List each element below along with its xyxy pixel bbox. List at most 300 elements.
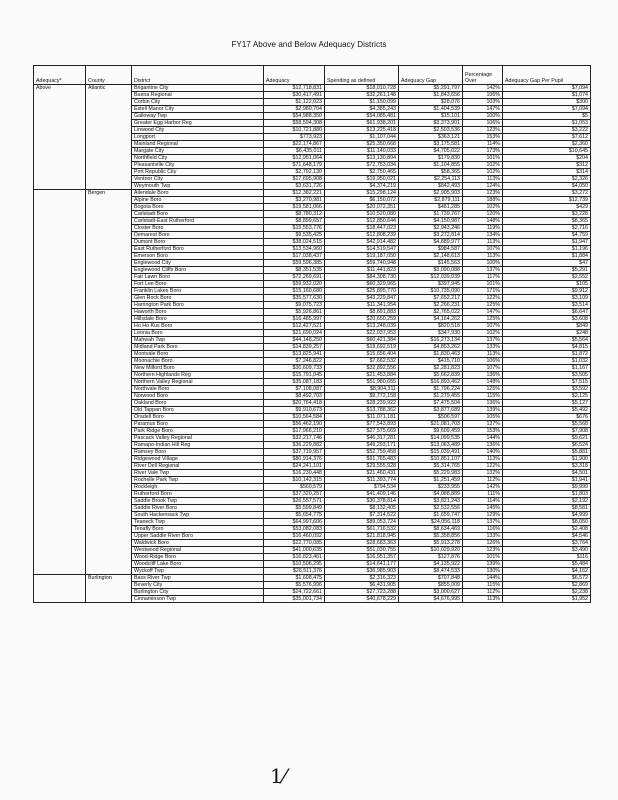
adequacy-cell: $773,923: [264, 134, 325, 141]
spending-cell: $32,892,556: [325, 365, 399, 372]
spending-cell: $9,772,158: [325, 393, 399, 400]
district-cell: Northern Highlands Reg: [132, 372, 264, 379]
county-cell: Atlantic: [86, 85, 132, 190]
gap-per-pupil-cell: $1,053: [503, 120, 591, 127]
district-cell: Bass River Twp: [132, 575, 264, 582]
adequacy-cell: $2,980,704: [264, 106, 325, 113]
gap-cell: $3,821,243: [399, 498, 463, 505]
spending-cell: $13,788,362: [325, 407, 399, 414]
gap-cell: $2,503,536: [399, 127, 463, 134]
pct-over-cell: 106%: [463, 92, 503, 99]
gap-per-pupil-cell: $4,815: [503, 344, 591, 351]
spending-cell: $51,980,655: [325, 379, 399, 386]
gap-cell: $2,765,022: [399, 309, 463, 316]
gap-cell: $2,148,613: [399, 253, 463, 260]
adequacy-cell: $15,160,680: [264, 288, 325, 295]
district-cell: River Dell Regional: [132, 463, 264, 470]
adequacy-cell: $5,926,861: [264, 309, 325, 316]
gap-cell: $10,029,920: [399, 547, 463, 554]
gap-cell: $16,893,462: [399, 379, 463, 386]
spending-cell: $49,293,171: [325, 442, 399, 449]
pct-over-cell: 136%: [463, 400, 503, 407]
spending-cell: $16,951,357: [325, 554, 399, 561]
adequacy-cell: $12,718,831: [264, 85, 325, 92]
gap-cell: $2,281,823: [399, 365, 463, 372]
gap-per-pupil-cell: $3,764: [503, 540, 591, 547]
pct-over-cell: 107%: [463, 365, 503, 372]
district-cell: Mahwah Twp: [132, 337, 264, 344]
district-cell: Pascack Valley Regional: [132, 435, 264, 442]
adequacy-cell: $41,000,635: [264, 547, 325, 554]
district-cell: Saddle Brook Twp: [132, 498, 264, 505]
gap-per-pupil-cell: $1,900: [503, 456, 591, 463]
district-cell: Pleasantville City: [132, 162, 264, 169]
adequacy-cell: $8,492,703: [264, 393, 325, 400]
adequacy-cell: $56,462,190: [264, 421, 325, 428]
adequacy-cell: $26,511,376: [264, 568, 325, 575]
gap-per-pupil-cell: $3,272: [503, 190, 591, 197]
district-cell: Woodcliff Lake Boro: [132, 561, 264, 568]
gap-per-pupil-cell: $2,125: [503, 393, 591, 400]
district-cell: Estell Manor City: [132, 106, 264, 113]
gap-per-pupil-cell: $3,608: [503, 316, 591, 323]
gap-cell: $4,164,262: [399, 316, 463, 323]
gap-cell: $984,587: [399, 246, 463, 253]
gap-per-pupil-cell: $204: [503, 155, 591, 162]
gap-cell: $10,851,107: [399, 456, 463, 463]
gap-cell: $10,735,090: [399, 288, 463, 295]
gap-cell: $8,474,533: [399, 568, 463, 575]
spending-cell: $61,938,201: [325, 120, 399, 127]
district-cell: Longport: [132, 134, 264, 141]
adequacy-cell: $1,608,475: [264, 575, 325, 582]
spending-cell: $21,818,945: [325, 533, 399, 540]
spending-cell: $28,683,363: [325, 540, 399, 547]
gap-per-pupil-cell: $6,524: [503, 442, 591, 449]
gap-cell: $1,251,459: [399, 477, 463, 484]
spending-cell: $20,650,259: [325, 316, 399, 323]
adequacy-cell: $21,690,024: [264, 330, 325, 337]
gap-cell: $1,843,656: [399, 92, 463, 99]
spending-cell: $4,385,243: [325, 106, 399, 113]
spending-cell: $11,393,774: [325, 477, 399, 484]
gap-cell: $58,365: [399, 169, 463, 176]
adequacy-cell: $59,596,385: [264, 260, 325, 267]
spending-cell: $8,904,311: [325, 386, 399, 393]
adequacy-cell: $37,719,957: [264, 449, 325, 456]
district-cell: Upper Saddle River Boro: [132, 533, 264, 540]
district-cell: Ventnor City: [132, 176, 264, 183]
adequacy-cell: $30,417,491: [264, 92, 325, 99]
pct-over-cell: 136%: [463, 442, 503, 449]
adequacy-cell: $14,839,257: [264, 344, 325, 351]
pct-over-cell: 113%: [463, 456, 503, 463]
gap-per-pupil-cell: $47: [503, 260, 591, 267]
pct-over-cell: 105%: [463, 414, 503, 421]
pct-over-cell: 137%: [463, 421, 503, 428]
gap-cell: $4,889,977: [399, 239, 463, 246]
district-cell: Moonachie Boro: [132, 358, 264, 365]
pct-over-cell: 123%: [463, 127, 503, 134]
spending-cell: $91,765,483: [325, 456, 399, 463]
gap-per-pupil-cell: $5: [503, 113, 591, 120]
gap-per-pupil-cell: $1,032: [503, 358, 591, 365]
gap-cell: $4,676,995: [399, 596, 463, 603]
gap-per-pupil-cell: $4,546: [503, 533, 591, 540]
col-header-adequacy-amount: Adequacy: [264, 66, 325, 85]
table-body: [34, 85, 591, 603]
gap-cell: $363,121: [399, 134, 463, 141]
adequacy-cell: $9,535,425: [264, 232, 325, 239]
pct-over-cell: 113%: [463, 596, 503, 603]
district-cell: Harrington Park Boro: [132, 302, 264, 309]
spending-cell: $28,239,922: [325, 400, 399, 407]
district-cell: Port Republic City: [132, 169, 264, 176]
gap-cell: $5,291,797: [399, 85, 463, 92]
district-cell: Carlstadt Boro: [132, 211, 264, 218]
adequacy-cell: $59,932,020: [264, 281, 325, 288]
district-cell: Englewood Cliffs Boro: [132, 267, 264, 274]
gap-per-pupil-cell: $7,094: [503, 85, 591, 92]
gap-cell: $842,493: [399, 183, 463, 190]
gap-per-pupil-cell: $5,492: [503, 407, 591, 414]
district-cell: Northfield City: [132, 155, 264, 162]
pct-over-cell: 111%: [463, 491, 503, 498]
pct-over-cell: 133%: [463, 533, 503, 540]
adequacy-cell: $12,951,064: [264, 155, 325, 162]
pct-over-cell: 124%: [463, 183, 503, 190]
adequacy-cell: $560,579: [264, 484, 325, 491]
adequacy-cell: $19,581,066: [264, 204, 325, 211]
gap-cell: $3,000,627: [399, 589, 463, 596]
adequacy-flag-cell: [34, 575, 86, 603]
spending-cell: $11,441,823: [325, 267, 399, 274]
pct-over-cell: 147%: [463, 309, 503, 316]
gap-per-pupil-cell: $1,884: [503, 253, 591, 260]
gap-cell: $13,063,489: [399, 442, 463, 449]
pct-over-cell: 188%: [463, 197, 503, 204]
gap-cell: $5,229,983: [399, 470, 463, 477]
pct-over-cell: 147%: [463, 106, 503, 113]
spending-cell: $794,534: [325, 484, 399, 491]
spending-cell: $13,130,894: [325, 155, 399, 162]
spending-cell: $25,895,770: [325, 288, 399, 295]
district-cell: Alpine Boro: [132, 197, 264, 204]
spending-cell: $12,850,644: [325, 218, 399, 225]
gap-cell: $5,358,856: [399, 533, 463, 540]
gap-per-pupil-cell: $9,912: [503, 288, 591, 295]
adequacy-cell: $3,631,726: [264, 183, 325, 190]
spending-cell: $11,071,181: [325, 414, 399, 421]
pct-over-cell: 145%: [463, 505, 503, 512]
spending-cell: $60,421,384: [325, 337, 399, 344]
adequacy-cell: $22,174,867: [264, 141, 325, 148]
adequacy-cell: $53,082,083: [264, 526, 325, 533]
adequacy-cell: $5,576,996: [264, 582, 325, 589]
gap-per-pupil-cell: $4,999: [503, 512, 591, 519]
gap-cell: $1,830,463: [399, 351, 463, 358]
spending-cell: $43,229,847: [325, 295, 399, 302]
district-cell: Dumont Boro: [132, 239, 264, 246]
spending-cell: $46,317,281: [325, 435, 399, 442]
spending-cell: $6,431,905: [325, 582, 399, 589]
gap-per-pupil-cell: $1,947: [503, 239, 591, 246]
gap-per-pupil-cell: $2,238: [503, 589, 591, 596]
adequacy-cell: $6,435,011: [264, 148, 325, 155]
adequacy-flag-cell: Above: [34, 85, 86, 190]
pct-over-cell: 112%: [463, 589, 503, 596]
gap-cell: $415,710: [399, 358, 463, 365]
spending-cell: $61,716,532: [325, 526, 399, 533]
district-cell: New Milford Boro: [132, 365, 264, 372]
gap-cell: $3,090,088: [399, 267, 463, 274]
adequacy-cell: $8,899,657: [264, 218, 325, 225]
adequacy-cell: $35,001,734: [264, 596, 325, 603]
district-cell: Corbin City: [132, 99, 264, 106]
adequacy-cell: $80,914,376: [264, 456, 325, 463]
adequacy-cell: $9,075,723: [264, 302, 325, 309]
district-cell: Haworth Boro: [132, 309, 264, 316]
gap-cell: $820,518: [399, 323, 463, 330]
gap-cell: $179,830: [399, 155, 463, 162]
gap-per-pupil-cell: $676: [503, 414, 591, 421]
pct-over-cell: 113%: [463, 239, 503, 246]
spending-cell: $84,308,730: [325, 274, 399, 281]
gap-per-pupil-cell: $314: [503, 169, 591, 176]
gap-per-pupil-cell: $5,564: [503, 337, 591, 344]
spending-cell: $14,641,177: [325, 561, 399, 568]
pct-over-cell: 119%: [463, 225, 503, 232]
gap-per-pupil-cell: $3,514: [503, 302, 591, 309]
adequacy-cell: $10,721,880: [264, 127, 325, 134]
gap-per-pupil-cell: $6,572: [503, 575, 591, 582]
district-cell: Greater Egg Harbor Reg: [132, 120, 264, 127]
gap-cell: $16,273,134: [399, 337, 463, 344]
gap-per-pupil-cell: $3,318: [503, 463, 591, 470]
gap-per-pupil-cell: $3,490: [503, 547, 591, 554]
district-cell: Mainland Regional: [132, 141, 264, 148]
gap-per-pupil-cell: $3,505: [503, 372, 591, 379]
gap-cell: $5,662,839: [399, 372, 463, 379]
gap-cell: $3,272,814: [399, 232, 463, 239]
gap-cell: $2,254,113: [399, 176, 463, 183]
gap-cell: $1,739,767: [399, 211, 463, 218]
gap-cell: $855,009: [399, 582, 463, 589]
pct-over-cell: 113%: [463, 176, 503, 183]
gap-cell: $506,597: [399, 414, 463, 421]
district-cell: Carlstadt-East Rutherford: [132, 218, 264, 225]
spending-cell: $2,750,465: [325, 169, 399, 176]
pct-over-cell: 102%: [463, 330, 503, 337]
pct-over-cell: 102%: [463, 162, 503, 169]
spending-cell: $51,030,755: [325, 547, 399, 554]
gap-per-pupil-cell: $116: [503, 554, 591, 561]
gap-cell: $5,314,765: [399, 463, 463, 470]
adequacy-cell: $10,564,584: [264, 414, 325, 421]
pct-over-cell: 117%: [463, 274, 503, 281]
spending-cell: $10,520,080: [325, 211, 399, 218]
adequacy-cell: $58,594,308: [264, 120, 325, 127]
gap-per-pupil-cell: $2,360: [503, 141, 591, 148]
gap-per-pupil-cell: $7,094: [503, 106, 591, 113]
district-cell: East Rutherford Boro: [132, 246, 264, 253]
pct-over-cell: 132%: [463, 470, 503, 477]
district-cell: South Hackensack Twp: [132, 512, 264, 519]
district-cell: Allendale Boro: [132, 190, 264, 197]
pct-over-cell: 101%: [463, 155, 503, 162]
district-cell: Fair Lawn Boro: [132, 274, 264, 281]
adequacy-cell: $7,246,822: [264, 358, 325, 365]
gap-per-pupil-cell: $7,908: [503, 428, 591, 435]
pct-over-cell: 144%: [463, 575, 503, 582]
adequacy-cell: $17,038,437: [264, 253, 325, 260]
adequacy-cell: $16,485,997: [264, 316, 325, 323]
district-cell: Waldwick Boro: [132, 540, 264, 547]
pct-over-cell: 148%: [463, 218, 503, 225]
pct-over-cell: 122%: [463, 295, 503, 302]
adequacy-cell: $54,988,350: [264, 113, 325, 120]
gap-per-pupil-cell: $1,941: [503, 477, 591, 484]
pct-over-cell: 140%: [463, 449, 503, 456]
spending-cell: $15,656,404: [325, 351, 399, 358]
district-cell: Demarest Boro: [132, 232, 264, 239]
gap-cell: $8,634,469: [399, 526, 463, 533]
gap-per-pupil-cell: $5,484: [503, 561, 591, 568]
pct-over-cell: 173%: [463, 148, 503, 155]
adequacy-cell: $26,557,571: [264, 498, 325, 505]
gap-cell: $4,853,262: [399, 344, 463, 351]
adequacy-cell: $35,087,183: [264, 379, 325, 386]
table-header-row: [34, 66, 591, 85]
adequacy-cell: $16,823,461: [264, 554, 325, 561]
gap-per-pupil-cell: $1,803: [503, 491, 591, 498]
adequacy-cell: $20,764,418: [264, 400, 325, 407]
gap-per-pupil-cell: $9,999: [503, 484, 591, 491]
district-cell: Ridgewood Village: [132, 456, 264, 463]
gap-per-pupil-cell: $7,612: [503, 134, 591, 141]
gap-per-pupil-cell: $4,759: [503, 232, 591, 239]
adequacy-flag-cell: [34, 190, 86, 575]
gap-cell: $1,659,747: [399, 512, 463, 519]
pct-over-cell: 116%: [463, 526, 503, 533]
gap-cell: $3,373,901: [399, 120, 463, 127]
col-header-pct-over: Percentage Over: [463, 66, 503, 85]
gap-per-pupil-cell: $4,162: [503, 568, 591, 575]
gap-per-pupil-cell: $2,326: [503, 176, 591, 183]
district-cell: Rockleigh: [132, 484, 264, 491]
gap-cell: $2,879,111: [399, 197, 463, 204]
adequacy-cell: $13,825,941: [264, 351, 325, 358]
district-cell: Rutherford Boro: [132, 491, 264, 498]
district-cell: Wyckoff Twp: [132, 568, 264, 575]
adequacy-cell: $16,460,092: [264, 533, 325, 540]
gap-cell: $4,150,987: [399, 218, 463, 225]
gap-per-pupil-cell: $105: [503, 281, 591, 288]
gap-cell: $347,930: [399, 330, 463, 337]
pct-over-cell: 107%: [463, 246, 503, 253]
gap-per-pupil-cell: $3,228: [503, 211, 591, 218]
pct-over-cell: 148%: [463, 379, 503, 386]
district-cell: Oakland Boro: [132, 400, 264, 407]
spending-cell: $1,150,099: [325, 99, 399, 106]
spending-cell: $7,662,532: [325, 358, 399, 365]
pct-over-cell: 134%: [463, 232, 503, 239]
pct-over-cell: 129%: [463, 512, 503, 519]
table-row: [34, 85, 591, 92]
adequacy-cell: $22,770,085: [264, 540, 325, 547]
spending-cell: $52,759,458: [325, 449, 399, 456]
pct-over-cell: 153%: [463, 428, 503, 435]
district-cell: Northern Valley Regional: [132, 379, 264, 386]
spending-cell: $77,543,893: [325, 421, 399, 428]
gap-per-pupil-cell: $10,645: [503, 148, 591, 155]
spending-cell: $30,378,814: [325, 498, 399, 505]
adequacy-cell: $5,654,775: [264, 512, 325, 519]
district-cell: Englewood City: [132, 260, 264, 267]
gap-cell: $2,943,246: [399, 225, 463, 232]
gap-per-pupil-cell: $1,952: [503, 596, 591, 603]
adequacy-cell: $9,910,673: [264, 407, 325, 414]
table-row: [34, 190, 591, 197]
gap-cell: $2,905,903: [399, 190, 463, 197]
adequacy-cell: $16,230,448: [264, 470, 325, 477]
pct-over-cell: 106%: [463, 120, 503, 127]
pct-over-cell: 125%: [463, 316, 503, 323]
district-cell: Linwood City: [132, 127, 264, 134]
spending-cell: $18,010,728: [325, 85, 399, 92]
district-cell: Closter Boro: [132, 225, 264, 232]
spending-cell: $12,808,239: [325, 232, 399, 239]
spending-cell: $40,678,229: [325, 596, 399, 603]
spending-cell: $18,447,023: [325, 225, 399, 232]
gap-per-pupil-cell: $1,074: [503, 92, 591, 99]
gap-cell: $24,056,118: [399, 519, 463, 526]
adequacy-cell: $71,648,179: [264, 162, 325, 169]
gap-per-pupil-cell: $5,568: [503, 421, 591, 428]
district-cell: Ho Ho Kus Boro: [132, 323, 264, 330]
spending-cell: $15,298,124: [325, 190, 399, 197]
spending-cell: $8,691,883: [325, 309, 399, 316]
pct-over-cell: 171%: [463, 288, 503, 295]
adequacy-cell: $30,609,733: [264, 365, 325, 372]
district-cell: Wood-Ridge Boro: [132, 554, 264, 561]
gap-per-pupil-cell: $7,515: [503, 379, 591, 386]
pct-over-cell: 142%: [463, 484, 503, 491]
district-cell: Galloway Twp: [132, 113, 264, 120]
spending-cell: $19,187,050: [325, 253, 399, 260]
adequacy-cell: $36,229,882: [264, 442, 325, 449]
adequacy-cell: $10,142,315: [264, 477, 325, 484]
col-header-district: District: [132, 66, 264, 85]
gap-per-pupil-cell: $1,872: [503, 351, 591, 358]
district-cell: Franklin Lakes Boro: [132, 288, 264, 295]
district-cell: Midland Park Boro: [132, 344, 264, 351]
gap-cell: $1,404,539: [399, 106, 463, 113]
spending-cell: $36,985,903: [325, 568, 399, 575]
gap-cell: $7,475,504: [399, 400, 463, 407]
gap-per-pupil-cell: $5,881: [503, 449, 591, 456]
spending-cell: $27,575,669: [325, 428, 399, 435]
pct-over-cell: 114%: [463, 141, 503, 148]
district-cell: Saddle River Boro: [132, 505, 264, 512]
adequacy-cell: $10,506,295: [264, 561, 325, 568]
gap-per-pupil-cell: $4,501: [503, 470, 591, 477]
gap-cell: $7,652,217: [399, 295, 463, 302]
gap-per-pupil-cell: $3,592: [503, 386, 591, 393]
gap-cell: $15,101: [399, 113, 463, 120]
spending-cell: $19,692,519: [325, 344, 399, 351]
gap-per-pupil-cell: $3,222: [503, 127, 591, 134]
